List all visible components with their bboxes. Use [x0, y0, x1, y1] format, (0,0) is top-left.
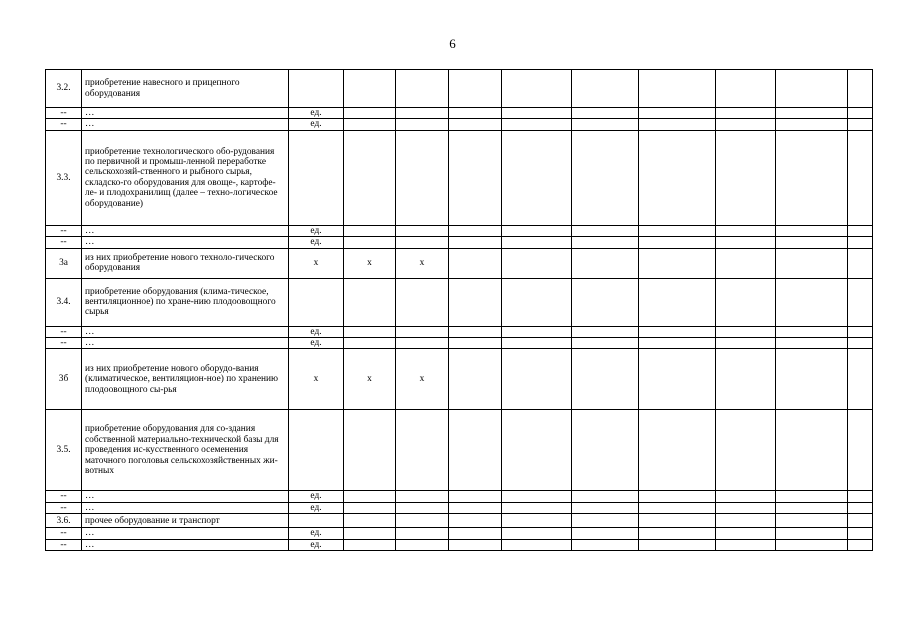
row-description: приобретение оборудования для со-здания собственной материально-технической базы для проведения ис-кусственного осеменения маточного поголовья сельскохозяйственных жи-вотных	[82, 410, 289, 491]
value-cell	[502, 491, 572, 502]
row-number: --	[46, 528, 82, 539]
value-cell	[502, 326, 572, 337]
value-cell	[396, 326, 449, 337]
value-cell	[716, 491, 776, 502]
row-number: 3.6.	[46, 514, 82, 528]
value-cell	[396, 491, 449, 502]
value-cell	[716, 237, 776, 248]
value-cell	[502, 502, 572, 513]
value-cell	[396, 502, 449, 513]
row-number: --	[46, 539, 82, 550]
table-row	[46, 119, 873, 130]
value-cell	[848, 130, 873, 225]
value-cell	[848, 539, 873, 550]
row-description: прочее оборудование и транспорт	[82, 514, 289, 528]
row-unit: ед.	[289, 326, 344, 337]
value-cell	[449, 514, 502, 528]
value-cell	[776, 248, 848, 278]
value-cell	[639, 70, 716, 108]
row-number: --	[46, 225, 82, 236]
row-unit: ед.	[289, 237, 344, 248]
value-cell	[848, 225, 873, 236]
row-number: 3.3.	[46, 130, 82, 225]
row-unit: ед.	[289, 491, 344, 502]
value-cell	[572, 326, 639, 337]
value-cell	[716, 326, 776, 337]
value-cell	[396, 130, 449, 225]
row-description: приобретение оборудования (клима-тическое, вентиляционное) по хране-нию плодоовощного сырья	[82, 278, 289, 326]
value-cell	[776, 278, 848, 326]
value-cell	[396, 539, 449, 550]
value-cell: х	[344, 248, 396, 278]
value-cell	[572, 248, 639, 278]
value-cell	[639, 410, 716, 491]
table-row	[46, 108, 873, 119]
value-cell	[344, 528, 396, 539]
value-cell	[502, 130, 572, 225]
value-cell	[502, 514, 572, 528]
table-row	[46, 278, 873, 326]
row-number: 3а	[46, 248, 82, 278]
value-cell	[572, 349, 639, 410]
row-description: …	[82, 119, 289, 130]
row-number: 3б	[46, 349, 82, 410]
value-cell	[716, 338, 776, 349]
value-cell	[502, 539, 572, 550]
value-cell	[776, 70, 848, 108]
value-cell	[776, 502, 848, 513]
value-cell	[716, 108, 776, 119]
value-cell	[776, 539, 848, 550]
table-row	[46, 248, 873, 278]
value-cell	[449, 491, 502, 502]
value-cell	[502, 225, 572, 236]
row-number: --	[46, 502, 82, 513]
row-description: …	[82, 237, 289, 248]
row-number: --	[46, 338, 82, 349]
value-cell	[639, 349, 716, 410]
value-cell	[848, 502, 873, 513]
value-cell	[572, 130, 639, 225]
value-cell	[716, 248, 776, 278]
value-cell	[639, 502, 716, 513]
value-cell	[639, 539, 716, 550]
value-cell	[396, 237, 449, 248]
value-cell	[776, 130, 848, 225]
value-cell	[848, 338, 873, 349]
row-unit: ед.	[289, 338, 344, 349]
value-cell	[449, 326, 502, 337]
value-cell	[639, 119, 716, 130]
value-cell	[639, 225, 716, 236]
value-cell	[848, 248, 873, 278]
table-row	[46, 338, 873, 349]
value-cell	[716, 225, 776, 236]
value-cell	[449, 248, 502, 278]
value-cell	[776, 528, 848, 539]
value-cell	[396, 119, 449, 130]
table-row	[46, 130, 873, 225]
value-cell	[776, 338, 848, 349]
table-row	[46, 502, 873, 513]
value-cell	[848, 410, 873, 491]
value-cell	[848, 528, 873, 539]
value-cell	[716, 278, 776, 326]
value-cell	[639, 338, 716, 349]
value-cell	[639, 278, 716, 326]
value-cell	[502, 237, 572, 248]
value-cell	[572, 528, 639, 539]
value-cell	[572, 539, 639, 550]
value-cell	[344, 410, 396, 491]
row-description: приобретение навесного и прицепного оборудования	[82, 70, 289, 108]
value-cell	[344, 514, 396, 528]
table-row	[46, 528, 873, 539]
value-cell	[639, 514, 716, 528]
value-cell	[848, 278, 873, 326]
value-cell	[639, 528, 716, 539]
value-cell	[639, 130, 716, 225]
value-cell	[344, 130, 396, 225]
value-cell	[344, 108, 396, 119]
value-cell	[639, 108, 716, 119]
row-number: --	[46, 108, 82, 119]
value-cell	[396, 225, 449, 236]
value-cell	[449, 130, 502, 225]
value-cell	[344, 237, 396, 248]
table-row	[46, 70, 873, 108]
value-cell	[572, 108, 639, 119]
value-cell	[572, 237, 639, 248]
value-cell	[776, 410, 848, 491]
value-cell	[344, 502, 396, 513]
value-cell	[572, 502, 639, 513]
value-cell	[449, 108, 502, 119]
value-cell	[449, 70, 502, 108]
table-body	[46, 70, 873, 551]
value-cell	[639, 491, 716, 502]
value-cell	[502, 119, 572, 130]
value-cell	[396, 528, 449, 539]
value-cell	[716, 119, 776, 130]
value-cell: х	[396, 248, 449, 278]
value-cell	[716, 502, 776, 513]
table-row	[46, 225, 873, 236]
value-cell	[716, 514, 776, 528]
value-cell	[396, 514, 449, 528]
value-cell	[344, 278, 396, 326]
value-cell	[572, 410, 639, 491]
value-cell	[572, 278, 639, 326]
table-row	[46, 237, 873, 248]
row-description: приобретение технологического обо-рудования по первичной и промыш-ленной переработке сельскохозяй-ственного и рыбного сырья, складско-го оборудования для овоще-, картофе-ле- и плодохранилищ (далее – техно-логическое оборудование)	[82, 130, 289, 225]
row-description: …	[82, 225, 289, 236]
table-row	[46, 349, 873, 410]
value-cell	[716, 349, 776, 410]
value-cell	[716, 539, 776, 550]
value-cell	[502, 108, 572, 119]
value-cell	[572, 338, 639, 349]
value-cell	[449, 338, 502, 349]
row-number: --	[46, 326, 82, 337]
value-cell	[848, 514, 873, 528]
row-unit	[289, 130, 344, 225]
row-description: …	[82, 326, 289, 337]
value-cell	[449, 225, 502, 236]
value-cell	[716, 130, 776, 225]
row-unit: х	[289, 248, 344, 278]
row-unit: х	[289, 349, 344, 410]
value-cell	[502, 338, 572, 349]
value-cell	[449, 237, 502, 248]
value-cell	[502, 349, 572, 410]
row-number: 3.4.	[46, 278, 82, 326]
row-unit: ед.	[289, 225, 344, 236]
table-row	[46, 514, 873, 528]
value-cell	[502, 528, 572, 539]
value-cell	[344, 225, 396, 236]
row-description: …	[82, 502, 289, 513]
value-cell	[572, 491, 639, 502]
value-cell	[572, 70, 639, 108]
value-cell	[776, 349, 848, 410]
value-cell	[848, 349, 873, 410]
value-cell	[639, 248, 716, 278]
value-cell	[848, 108, 873, 119]
value-cell: х	[396, 349, 449, 410]
row-description: …	[82, 338, 289, 349]
value-cell	[396, 338, 449, 349]
value-cell	[344, 326, 396, 337]
value-cell	[572, 119, 639, 130]
value-cell	[776, 108, 848, 119]
row-unit	[289, 514, 344, 528]
table-row	[46, 539, 873, 550]
row-number: --	[46, 237, 82, 248]
value-cell	[848, 237, 873, 248]
value-cell	[572, 514, 639, 528]
value-cell	[449, 502, 502, 513]
value-cell	[639, 237, 716, 248]
value-cell	[776, 237, 848, 248]
row-number: 3.2.	[46, 70, 82, 108]
value-cell	[449, 410, 502, 491]
value-cell	[344, 70, 396, 108]
row-number: 3.5.	[46, 410, 82, 491]
row-number: --	[46, 491, 82, 502]
value-cell	[848, 70, 873, 108]
row-description: …	[82, 528, 289, 539]
row-unit: ед.	[289, 528, 344, 539]
page-number: 6	[449, 36, 456, 51]
row-unit: ед.	[289, 119, 344, 130]
row-description: …	[82, 491, 289, 502]
row-unit	[289, 278, 344, 326]
value-cell	[848, 491, 873, 502]
value-cell	[449, 119, 502, 130]
value-cell	[776, 326, 848, 337]
value-cell	[776, 514, 848, 528]
row-description: из них приобретение нового оборудо-вания (климатическое, вентиляцион-ное) по хранению плодоовощного сы-рья	[82, 349, 289, 410]
value-cell	[502, 248, 572, 278]
value-cell	[716, 410, 776, 491]
value-cell	[502, 278, 572, 326]
value-cell	[848, 326, 873, 337]
value-cell	[449, 349, 502, 410]
value-cell	[502, 70, 572, 108]
row-description: …	[82, 108, 289, 119]
value-cell	[776, 225, 848, 236]
row-unit: ед.	[289, 502, 344, 513]
row-description: …	[82, 539, 289, 550]
value-cell	[449, 528, 502, 539]
value-cell	[639, 326, 716, 337]
value-cell	[716, 528, 776, 539]
value-cell	[776, 119, 848, 130]
row-description: из них приобретение нового техноло-гического оборудования	[82, 248, 289, 278]
value-cell	[396, 108, 449, 119]
table-row	[46, 410, 873, 491]
value-cell	[449, 539, 502, 550]
value-cell	[344, 338, 396, 349]
row-unit: ед.	[289, 108, 344, 119]
table-row	[46, 326, 873, 337]
value-cell	[848, 119, 873, 130]
value-cell	[396, 410, 449, 491]
value-cell	[344, 491, 396, 502]
value-cell	[396, 278, 449, 326]
row-unit: ед.	[289, 539, 344, 550]
equipment-table	[45, 69, 873, 551]
row-unit	[289, 70, 344, 108]
value-cell	[776, 491, 848, 502]
value-cell: х	[344, 349, 396, 410]
value-cell	[396, 70, 449, 108]
value-cell	[449, 278, 502, 326]
value-cell	[344, 539, 396, 550]
table-row	[46, 491, 873, 502]
value-cell	[716, 70, 776, 108]
value-cell	[344, 119, 396, 130]
row-unit	[289, 410, 344, 491]
row-number: --	[46, 119, 82, 130]
value-cell	[502, 410, 572, 491]
value-cell	[572, 225, 639, 236]
